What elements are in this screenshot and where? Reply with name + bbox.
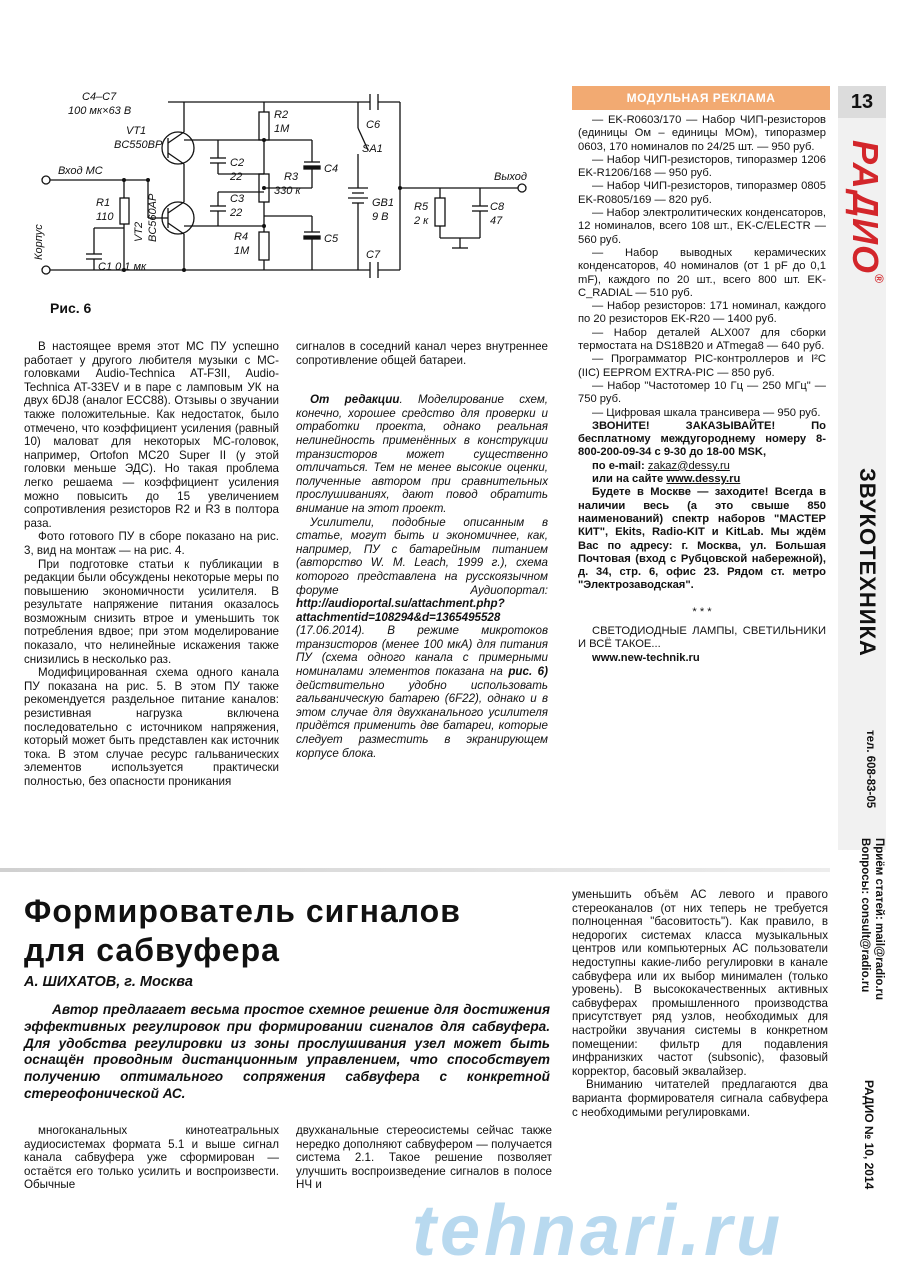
page-number: 13 <box>838 86 886 118</box>
label-c5: C5 <box>324 233 339 245</box>
ad-item: — Набор электролитических конденсаторов, 12 номиналов, всего 108 шт., EK-C/ELECTR — 560 руб. <box>578 207 826 246</box>
paragraph: Фото готового ПУ в сборе показано на рис. 3, вид на монтаж — на рис. 4. <box>24 530 279 557</box>
text-span: по e-mail: <box>592 459 648 472</box>
article-lead: Автор предлагает весьма простое схемное решение для достижения эффективных регулировок при формировании сигналов для сабвуфера. Для удобства регулировки из зоны прослушивания узел может быть оснащён проводным дистанционным управлением, что способствует получению оптимального сопряжения сабвуфера с конкретной стереофонической АС. <box>24 1002 550 1101</box>
registered-icon: ® <box>872 273 886 284</box>
ad-call: ЗВОНИТЕ! ЗАКАЗЫВАЙТЕ! По бесплатному междугороднему номеру 8-800-200-09-34 с 9-30 до 18-00 MSK, <box>578 419 826 459</box>
label-r4: R4 <box>234 231 249 243</box>
circuit-schematic <box>28 88 558 288</box>
label-r1-value: 110 <box>96 211 114 223</box>
ad-header: МОДУЛЬНАЯ РЕКЛАМА <box>572 86 830 110</box>
label-vt1: VT1 <box>126 125 147 137</box>
paragraph: Модифицированная схема одного канала ПУ показана на рис. 5. В этом ПУ также рекомендуется раздельное питание каналов: резистивная нагрузка включена последовательно с источником напряжения, который может быть представлен как источник тока. В этом случае ресурс гальванических элементов используется практически полностью, без опасности проникания <box>24 666 279 788</box>
ad-moscow: Будете в Москве — заходите! Всегда в наличии весь (а это свыше 850 наименований) спектр наборов "МАСТЕР КИТ", Ekits, Radio-KIT и KitLab. Мы ждём Вас по адресу: г. Москва, ул. Большая Почтовая (вход с Рубцовской набережной), д. 34, стр. 6, офис 23. Рядом ст. метро "Электрозаводская". <box>578 486 826 592</box>
article-column-1 <box>24 1124 279 1192</box>
logo-text: РАДИО <box>845 140 886 274</box>
paragraph: уменьшить объём АС левого и правого стереоканалов (от них теперь не требуется полноценная "басовитость"). Как правило, в недорогих системах класса музыкальных центров или компьютерных АС пользователи недоступны какие-либо регулировки в канале сабвуфера или их выбор минимален (только уровень). В высококачественных активных сабвуферах промышленного производства присутствует ряд узлов, необходимых для настройки звучания системы в конкретном помещении: фильтр для подавления инфранизких частот (subsonic), фазовый корректор, басовый эквалайзер. <box>572 888 828 1078</box>
text-column-2 <box>296 340 548 760</box>
radio-logo <box>844 140 886 284</box>
text-span: или на сайте <box>592 473 667 486</box>
ad-email-line <box>578 460 826 473</box>
label-vt1-type: BC550BP <box>114 139 163 151</box>
ad-item: — Набор "Частотомер 10 Гц — 250 МГц" — 750 руб. <box>578 379 826 406</box>
label-r1: R1 <box>96 197 111 209</box>
label-gb1-value: 9 В <box>372 211 389 223</box>
ad-item: — Набор деталей ALX007 для сборки термостата на DS18B20 и ATmega8 — 640 руб. <box>578 326 826 353</box>
editorial-label: От редакции <box>310 393 400 407</box>
label-c3: C3 <box>230 193 245 205</box>
ad-stars: * * * <box>692 605 712 618</box>
text-span: Усилители, подобные описанным в статье, могут быть и экономичнее, как, например, ПУ с батарейным питанием (авторство W. M. Leach, 1999 г.), схема которого представлена на русскоязычном форуме Аудиопортал: <box>296 515 548 597</box>
ad-item: — Набор ЧИП-резисторов, типоразмер 0805 EK-R0805/169 — 820 руб. <box>578 180 826 206</box>
ad-site-line <box>578 473 826 486</box>
title-line: Формирователь сигналов <box>24 893 461 929</box>
label-sa1: SA1 <box>362 143 383 155</box>
ad-item: — Набор выводных керамических конденсаторов, 40 номиналов (от 1 pF до 0,1 mF), каждого по 20 шт., всего 800 шт. EK-C_RADIAL — 510 руб. <box>578 246 826 299</box>
ad-item: — Программатор PIC-контроллеров и I²C (IIC) EEPROM EXTRA-PIC — 850 руб. <box>578 353 826 379</box>
label-c2-value: 22 <box>230 171 243 183</box>
label-c8-value: 47 <box>490 215 503 227</box>
telephone: тел. 608-83-05 <box>864 730 876 809</box>
label-r5-value: 2 к <box>414 215 429 227</box>
paragraph: сигналов в соседний канал через внутреннее сопротивление общей батареи. <box>296 340 548 367</box>
ad-led: СВЕТОДИОДНЫЕ ЛАМПЫ, СВЕТИЛЬНИКИ И ВСЁ ТАКОЕ... <box>578 624 826 651</box>
contact-articles: Приём статей: mail@radio.ru <box>873 838 885 1001</box>
label-r5: R5 <box>414 201 429 213</box>
label-r2: R2 <box>274 109 289 121</box>
label-c4c7-value: 100 мк×63 В <box>68 105 132 117</box>
label-r2-value: 1М <box>274 123 290 135</box>
ad-item: — Набор ЧИП-резисторов, типоразмер 1206 EK-R1206/168 — 950 руб. <box>578 153 826 180</box>
article-title <box>24 892 564 970</box>
text-span: действительно удобно использовать гальваническую батарею (6F22), однако и в этом случае для двухканального усилителя придётся применить две батареи, которые следует разместить в экранирующем корпусе блока. <box>296 678 548 760</box>
label-c6: C6 <box>366 119 381 131</box>
paragraph <box>296 516 548 761</box>
label-r3-value: 330 к <box>274 185 301 197</box>
article-column-2 <box>296 1124 552 1192</box>
figure-ref: рис. 6) <box>508 665 548 679</box>
text-column-1 <box>24 340 279 789</box>
article-author: А. ШИХАТОВ, г. Москва <box>24 974 193 990</box>
text-span: (17.06.2014). В режиме микротоков транзисторов (менее 100 мкА) для питания ПУ (схема одного канала с примерными номиналами элементов показана на <box>296 624 548 679</box>
article-divider <box>0 868 830 872</box>
label-r3: R3 <box>284 171 299 183</box>
ad-item: — EK-R0603/170 — Набор ЧИП-резисторов (единицы Ом – единицы МОм), типоразмер 0603, 170 номиналов по 24/25 шт. — 950 руб. <box>578 114 826 153</box>
issue-label: РАДИО № 10, 2014 <box>862 1080 876 1190</box>
label-vt2: VT2 <box>133 221 145 242</box>
ad-item: — Цифровая шкала трансивера — 950 руб. <box>592 406 821 419</box>
contact-questions: Вопросы: consult@radio.ru <box>859 838 871 993</box>
label-c4c7: C4–C7 <box>82 91 117 103</box>
label-c8: C8 <box>490 201 505 213</box>
ad-item: — Набор резисторов: 171 номинал, каждого по 20 резисторов EK-R20 — 1400 руб. <box>578 300 826 326</box>
label-r4-value: 1М <box>234 245 250 257</box>
title-line: для сабвуфера <box>24 932 280 968</box>
contacts <box>858 838 886 1000</box>
paragraph: При подготовке статьи к публикации в редакции были обсуждены некоторые меры по повышению экономичности усилителя. В результате напряжение питания оказалось возможным снизить втрое и уменьшить ток потребления вдвое; при этом моделирование показало, что нелинейные искажения также снизились в несколько раз. <box>24 557 279 666</box>
editorial-text: . Моделирование схем, конечно, хорошее средство для проверки и отработки проекта, однако реальная нелинейность применённых в конструкции транзисторов может существенно отличаться. Тем не менее высокие оценки, полученные автором при сравнительных прослушиваниях, дают повод обратить внимание на этот проект. <box>296 393 548 515</box>
label-output: Выход <box>494 171 528 183</box>
label-gb1: GB1 <box>372 197 395 209</box>
label-c3-value: 22 <box>230 207 243 219</box>
label-input: Вход МС <box>58 165 103 177</box>
label-c2: C2 <box>230 157 245 169</box>
watermark: tehnari.ru <box>412 1191 785 1271</box>
label-vt2-type: BC560AP <box>147 193 159 242</box>
label-c4: C4 <box>324 163 339 175</box>
paragraph: многоканальных кинотеатральных аудиосистемах формата 5.1 и выше сигнал канала сабвуфера уже сформирован — остаётся его только усилить и воспроизвести. Обычные <box>24 1124 279 1192</box>
editorial-note <box>296 393 548 515</box>
email-link[interactable]: zakaz@dessy.ru <box>647 459 730 472</box>
forum-link[interactable]: http://audioportal.su/attachment.php?attachmentid=108294&d=1365495528 <box>296 597 505 624</box>
label-c7: C7 <box>366 249 381 261</box>
ad-led-site[interactable]: www.new-technik.ru <box>592 651 700 664</box>
figure-caption: Рис. 6 <box>50 300 92 316</box>
label-c1: C1 0,1 мк <box>98 261 147 273</box>
ad-body <box>572 110 830 665</box>
site-link[interactable]: www.dessy.ru <box>666 473 741 486</box>
advertising-block <box>572 86 830 842</box>
paragraph: двухканальные стереосистемы сейчас также нередко дополняют сабвуфером — получается система 2.1. Такое решение позволяет улучшить воспроизведение сигналов в полосе НЧ и <box>296 1124 552 1192</box>
label-ground: Корпус <box>33 224 45 260</box>
paragraph: Вниманию читателей предлагаются два варианта формирователя сигнала сабвуфера с необходимыми регулировками. <box>572 1078 828 1119</box>
article-column-3 <box>572 888 828 1119</box>
paragraph: В настоящее время этот МС ПУ успешно работает у другого любителя музыки с МС-головками Audio-Technica AT-F3II, Audio-Technica AT-33EV и в паре с ламповым УК на двух 6DJ8 (аналог ECC88). Отзывы о звучании также положительные. Как недостаток, было отмечено, что коэффициент усиления (равный 10) маловат для некоторых МС-головок, например, Ortofon MC20 Super II (у этой головки меньше ЭДС). Но такая проблема легко решаема — коэффициент усиления можно повысить до 15 увеличением сопротивления резисторов R2 и R3 в полтора раза. <box>24 340 279 530</box>
section-title: ЗВУКОТЕХНИКА <box>855 468 880 657</box>
